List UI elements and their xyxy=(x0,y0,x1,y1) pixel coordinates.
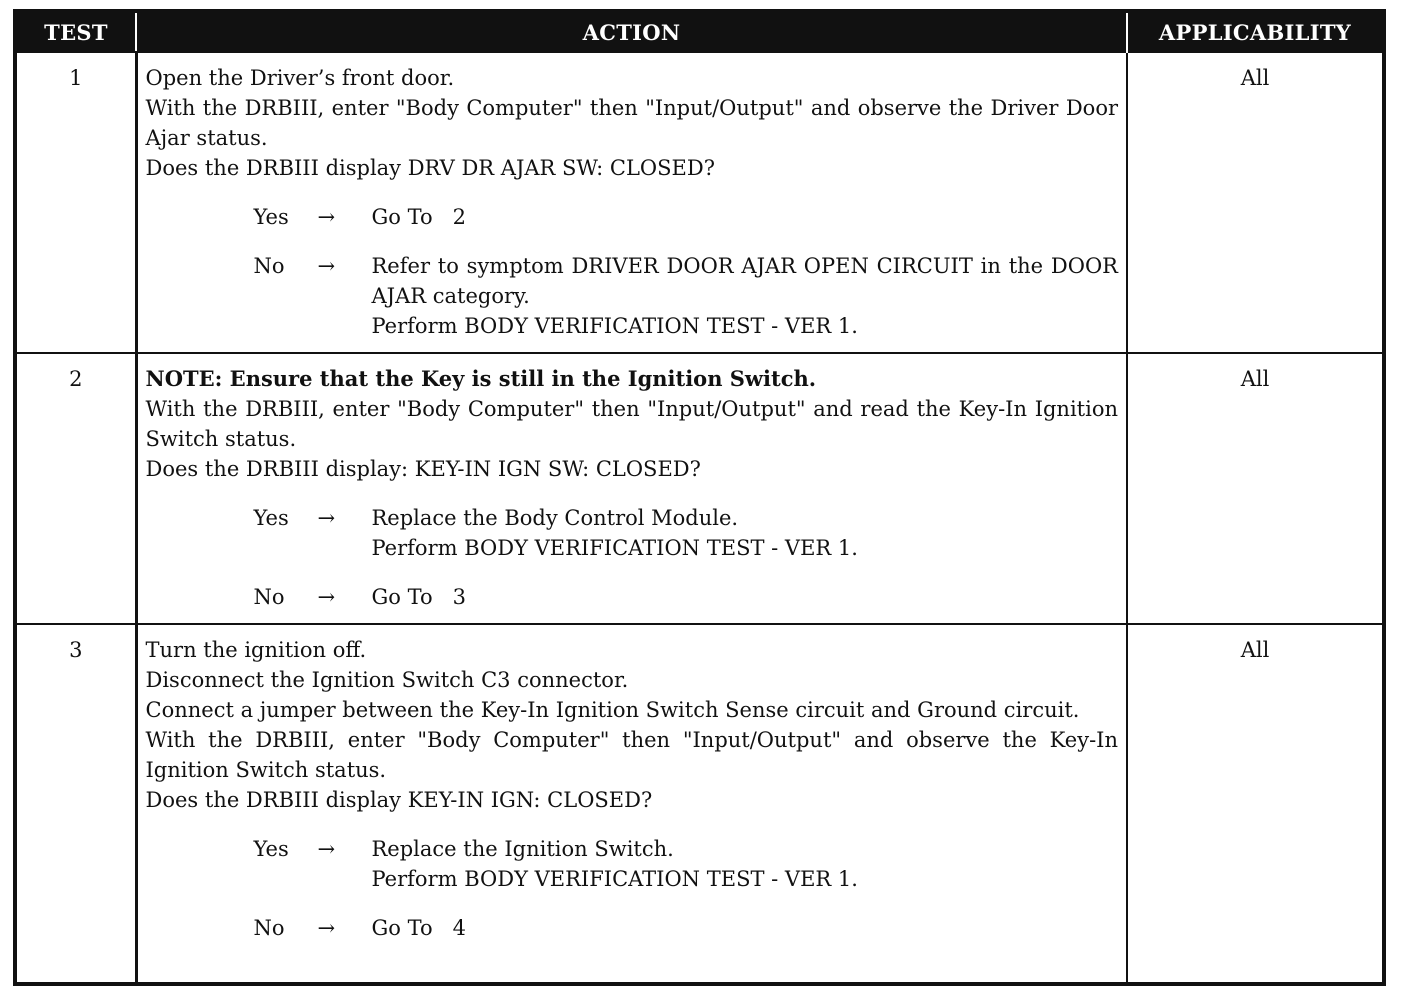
result-line: Replace the Ignition Switch. xyxy=(371,837,674,861)
arrow-icon: → xyxy=(317,506,336,530)
action-line: Does the DRBIII display DRV DR AJAR SW: CLOSED? xyxy=(145,156,715,180)
no-outcome xyxy=(254,251,1119,341)
outcome-result xyxy=(372,834,1119,894)
action-line: With the DRBIII, enter "Body Computer" then "Input/Output" and observe the Key-In Ignition Switch status. xyxy=(145,728,1118,782)
result-line: Perform BODY VERIFICATION TEST - VER 1. xyxy=(371,314,858,338)
action-line: Open the Driver’s front door. xyxy=(145,66,455,90)
arrow-icon: → xyxy=(317,916,336,940)
arrow-icon: → xyxy=(317,205,336,229)
note-text: NOTE: Ensure that the Key is still in the Ignition Switch. xyxy=(145,366,817,391)
arrow-icon: → xyxy=(317,254,336,278)
result-line: Go To 2 xyxy=(371,205,466,229)
table-header-row xyxy=(15,11,1384,52)
result-line: Refer to symptom DRIVER DOOR AJAR OPEN CIRCUIT in the DOOR AJAR category. xyxy=(371,254,1118,308)
test-number: 2 xyxy=(15,353,136,624)
action-line: Does the DRBIII display KEY-IN IGN: CLOSED? xyxy=(145,788,653,812)
header-applicability: APPLICABILITY xyxy=(1127,11,1384,52)
action-line: With the DRBIII, enter "Body Computer" then "Input/Output" and read the Key-In Ignition Switch status. xyxy=(145,397,1118,451)
outcome-result xyxy=(372,913,1119,943)
yes-label: Yes xyxy=(253,506,289,530)
yes-label: Yes xyxy=(253,205,289,229)
outcome-result xyxy=(372,582,1119,612)
no-label: No xyxy=(253,916,285,940)
action-cell xyxy=(136,624,1127,984)
test-number: 3 xyxy=(15,624,136,984)
action-line: Disconnect the Ignition Switch C3 connector. xyxy=(145,668,629,692)
result-line: Go To 4 xyxy=(371,916,466,940)
applicability-value: All xyxy=(1127,624,1384,984)
outcome-result xyxy=(372,251,1119,341)
result-line: Perform BODY VERIFICATION TEST - VER 1. xyxy=(371,867,858,891)
action-cell xyxy=(136,353,1127,624)
diagnostic-test-table xyxy=(13,9,1386,986)
yes-outcome xyxy=(254,834,1119,894)
outcome-result xyxy=(372,503,1119,563)
result-line: Perform BODY VERIFICATION TEST - VER 1. xyxy=(371,536,858,560)
arrow-icon: → xyxy=(317,837,336,861)
header-action: ACTION xyxy=(136,11,1127,52)
action-line: Turn the ignition off. xyxy=(145,638,367,662)
action-cell xyxy=(136,52,1127,353)
action-line: Does the DRBIII display: KEY-IN IGN SW: CLOSED? xyxy=(145,457,701,481)
applicability-value: All xyxy=(1127,353,1384,624)
table-row xyxy=(15,624,1384,984)
result-line: Replace the Body Control Module. xyxy=(371,506,739,530)
applicability-value: All xyxy=(1127,52,1384,353)
result-line: Go To 3 xyxy=(371,585,466,609)
outcome-result xyxy=(372,202,1119,232)
table-row xyxy=(15,52,1384,353)
no-label: No xyxy=(253,585,285,609)
header-test: TEST xyxy=(15,11,136,52)
no-outcome xyxy=(254,582,1119,612)
action-line: Connect a jumper between the Key-In Ignition Switch Sense circuit and Ground circuit. xyxy=(145,698,1080,722)
yes-outcome xyxy=(254,503,1119,563)
no-label: No xyxy=(253,254,285,278)
yes-label: Yes xyxy=(253,837,289,861)
table-row xyxy=(15,353,1384,624)
arrow-icon: → xyxy=(317,585,336,609)
yes-outcome xyxy=(254,202,1119,232)
no-outcome xyxy=(254,913,1119,943)
test-number: 1 xyxy=(15,52,136,353)
action-line: With the DRBIII, enter "Body Computer" then "Input/Output" and observe the Driver Door Ajar status. xyxy=(145,96,1118,150)
